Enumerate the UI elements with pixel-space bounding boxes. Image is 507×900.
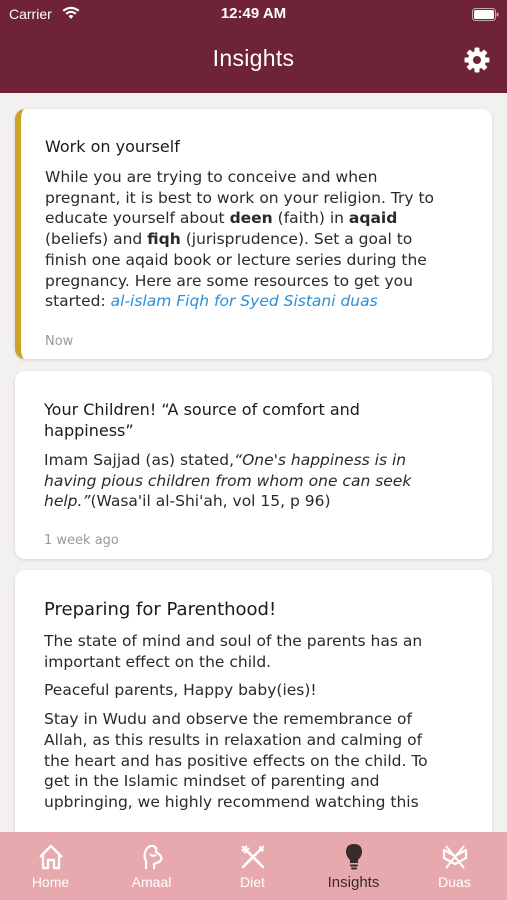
card-timestamp: Now	[45, 334, 74, 349]
app-header	[0, 0, 507, 93]
tab-home[interactable]	[0, 832, 101, 900]
card-subheading: Peaceful parents, Happy baby(ies)!	[44, 681, 317, 700]
card-body: The state of mind and soul of the parents has an important effect on the child. Peaceful parents, Happy baby(ies)! Stay in Wudu and observe the remembrance of Allah, as this results in relaxation and calming of the heart and has positive effects on the child. To get in the Islamic mindset of parenting and upbringing, we highly recommend watching this	[44, 631, 474, 813]
book-icon	[440, 842, 470, 872]
tab-bar	[0, 832, 507, 900]
tab-label: Diet	[240, 874, 265, 890]
battery-icon	[472, 8, 499, 21]
insights-feed[interactable]	[0, 93, 507, 833]
card-body: While you are trying to conceive and when pregnant, it is best to work on your religion. Try to educate yourself about deen (faith) in aqaid (beliefs) and fiqh (jurisprudence). Set a goal to finish one aqaid book or lecture series during the pregnancy. Here are some resources to get you started: al-islam Fiqh for Syed Sistani duas	[45, 168, 435, 311]
tab-insights[interactable]	[303, 832, 404, 900]
card-title: Preparing for Parenthood!	[44, 599, 277, 620]
card-title: Work on yourself	[45, 137, 180, 156]
card-body: Imam Sajjad (as) stated,“One's happiness is in having pious children from whom one can seek help.”(Wasa'il al-Shi'ah, vol 15, p 96)	[44, 451, 412, 511]
gear-icon[interactable]	[463, 46, 491, 74]
card-timestamp: 1 week ago	[44, 533, 119, 548]
tab-duas[interactable]	[404, 832, 505, 900]
tab-diet[interactable]	[202, 832, 303, 900]
tab-label: Amaal	[131, 874, 172, 890]
insight-card[interactable]	[15, 109, 492, 359]
tab-amaal[interactable]	[101, 832, 202, 900]
status-time: 12:49 AM	[220, 5, 287, 22]
lightbulb-icon	[339, 842, 369, 872]
tab-label: Duas	[438, 874, 471, 890]
tab-label: Insights	[327, 874, 380, 891]
insight-card[interactable]	[15, 570, 492, 833]
card-title: Your Children! “A source of comfort and happiness”	[44, 400, 360, 440]
page-title: Insights	[212, 45, 295, 71]
insight-card[interactable]	[15, 371, 492, 559]
home-icon	[36, 842, 66, 872]
carrier-label: Carrier	[9, 6, 52, 22]
tab-label: Home	[31, 874, 70, 890]
fork-knife-icon	[238, 842, 268, 872]
resource-link[interactable]: al-islam Fiqh for Syed Sistani duas	[110, 292, 378, 311]
status-bar	[0, 0, 507, 30]
hand-icon	[137, 842, 167, 872]
